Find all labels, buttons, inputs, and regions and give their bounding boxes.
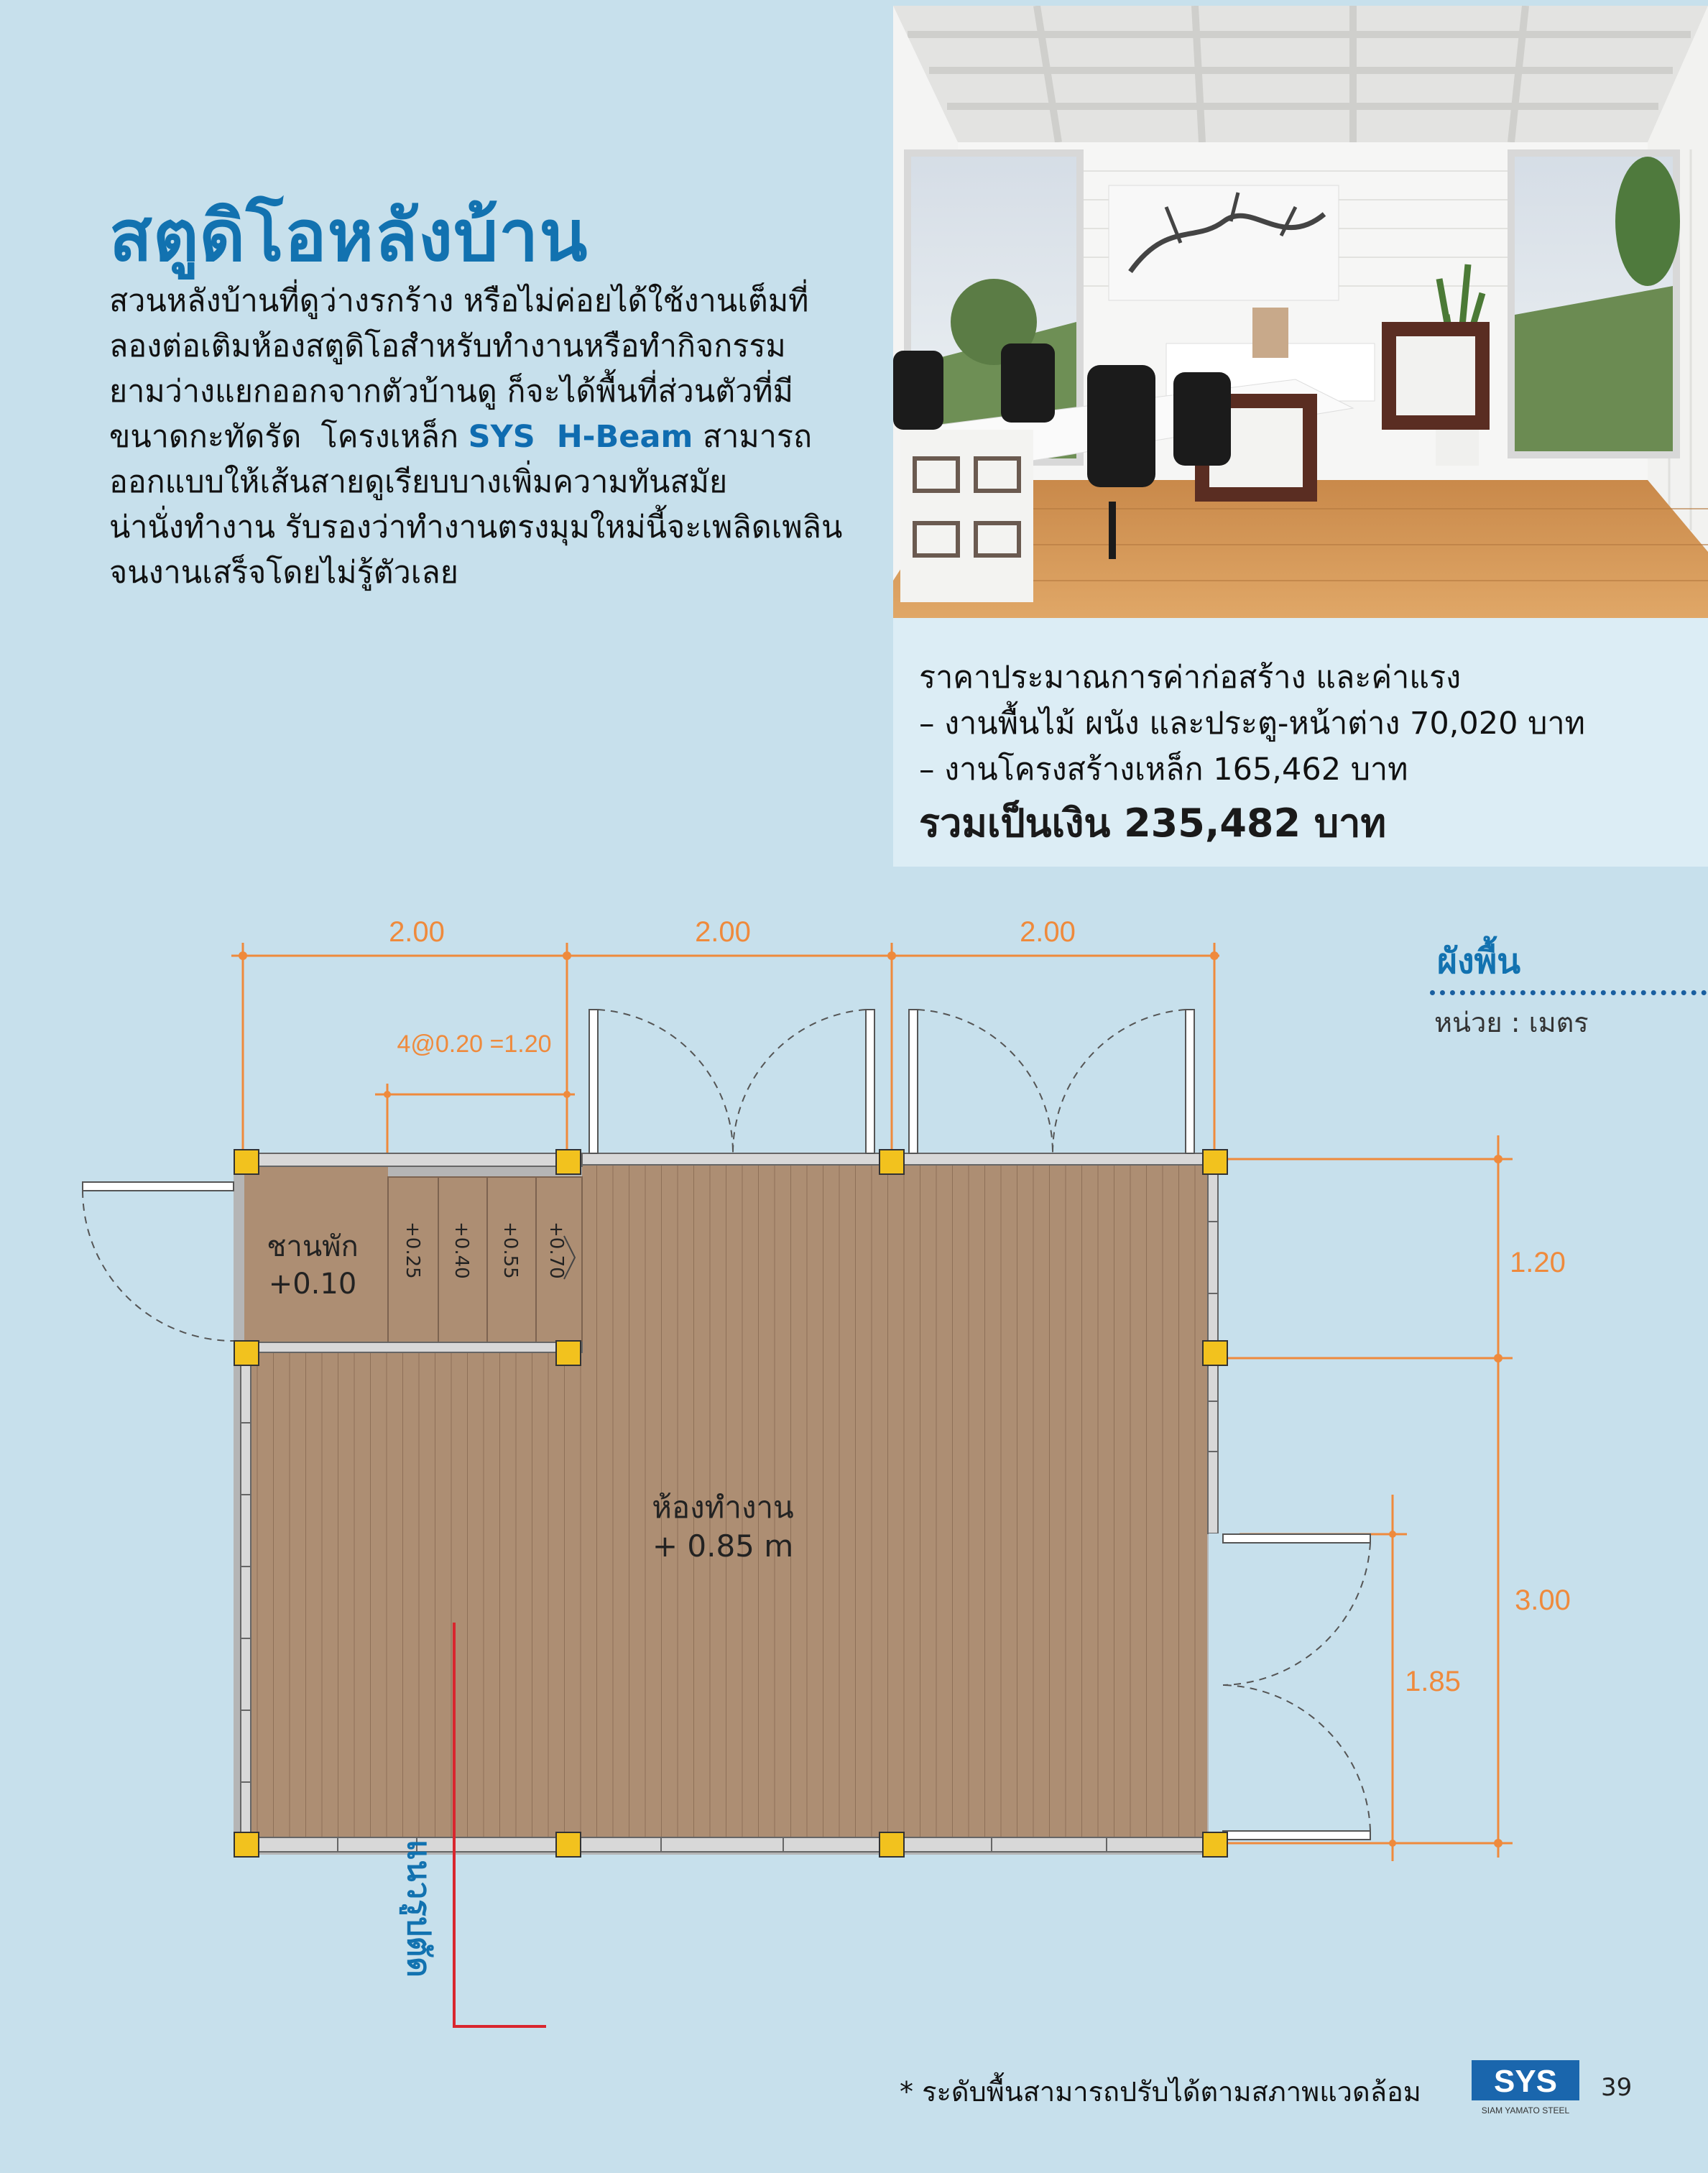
intro-line: สวนหลังบ้านที่ดูว่างรกร้าง หรือไม่ค่อยได้ใช้งานเต็มที่ (109, 283, 809, 319)
intro-line (109, 415, 871, 460)
intro-paragraph (109, 279, 871, 596)
step-level-2: +0.40 (451, 1222, 472, 1279)
footnote: * ระดับพื้นสามารถปรับได้ตามสภาพแวดล้อม (900, 2076, 1421, 2108)
floor-left (244, 1351, 582, 1847)
page-title: สตูดิโอหลังบ้าน (109, 195, 588, 277)
price-total: รวมเป็นเงิน 235,482 บาท (919, 801, 1387, 846)
step-level-4: +0.70 (545, 1222, 567, 1279)
step-level-3: +0.55 (499, 1222, 521, 1279)
room-label: ห้องทำงาน (652, 1490, 794, 1525)
studio-interior-photo (893, 6, 1708, 618)
dim-stair: 4@0.20 =1.20 (397, 1030, 552, 1058)
intro-line: น่านั่งทำงาน รับรองว่าทำงานตรงมุมใหม่นี้จะเพลิดเพลิน (109, 509, 843, 545)
dim-top-3: 2.00 (1020, 916, 1076, 948)
sys-logo (1472, 2060, 1579, 2121)
dim-top-1: 2.00 (389, 916, 445, 948)
intro-text: สามารถ (693, 419, 812, 455)
legend-title: ผังพื้น (1437, 941, 1521, 982)
logo-subtext: SIAM YAMATO STEEL (1481, 2105, 1570, 2116)
landing-level: +0.10 (268, 1268, 357, 1301)
room-level: + 0.85 m (652, 1528, 794, 1564)
intro-line: ลองต่อเติมห้องสตูดิโอสำหรับทำงานหรือทำกิจกรรม (109, 328, 786, 364)
price-estimate-box (893, 618, 1708, 867)
price-item-wood: – งานพื้นไม้ ผนัง และประตู-หน้าต่าง 70,020 บาท (919, 706, 1585, 742)
step-level-1: +0.25 (402, 1222, 423, 1279)
section-label: แนวรูปตัด (400, 1840, 437, 1978)
brand-highlight: SYS H-Beam (468, 419, 693, 455)
price-heading: ราคาประมาณการค่าก่อสร้าง และค่าแรง (919, 660, 1462, 696)
dim-right-upper: 1.20 (1510, 1247, 1566, 1278)
floor-plan (0, 869, 1708, 2034)
intro-line: ยามว่างแยกออกจากตัวบ้านดู ก็จะได้พื้นที่ส่วนตัวที่มี (109, 374, 793, 410)
price-item-steel: – งานโครงสร้างเหล็ก 165,462 บาท (919, 752, 1408, 788)
page-number: 39 (1601, 2073, 1633, 2102)
dim-top-2: 2.00 (695, 916, 751, 948)
intro-line: ออกแบบให้เส้นสายดูเรียบบางเพิ่มความทันสมัย (109, 464, 728, 500)
dim-door-right: 1.85 (1405, 1666, 1461, 1697)
landing-label: ชานพัก (267, 1230, 359, 1263)
intro-text: ขนาดกะทัดรัด โครงเหล็ก (109, 419, 468, 455)
logo-text: SYS (1493, 2064, 1558, 2099)
legend-unit: หน่วย : เมตร (1434, 1007, 1589, 1038)
intro-line: จนงานเสร็จโดยไม่รู้ตัวเลย (109, 555, 458, 591)
dim-right-total: 3.00 (1515, 1584, 1571, 1616)
